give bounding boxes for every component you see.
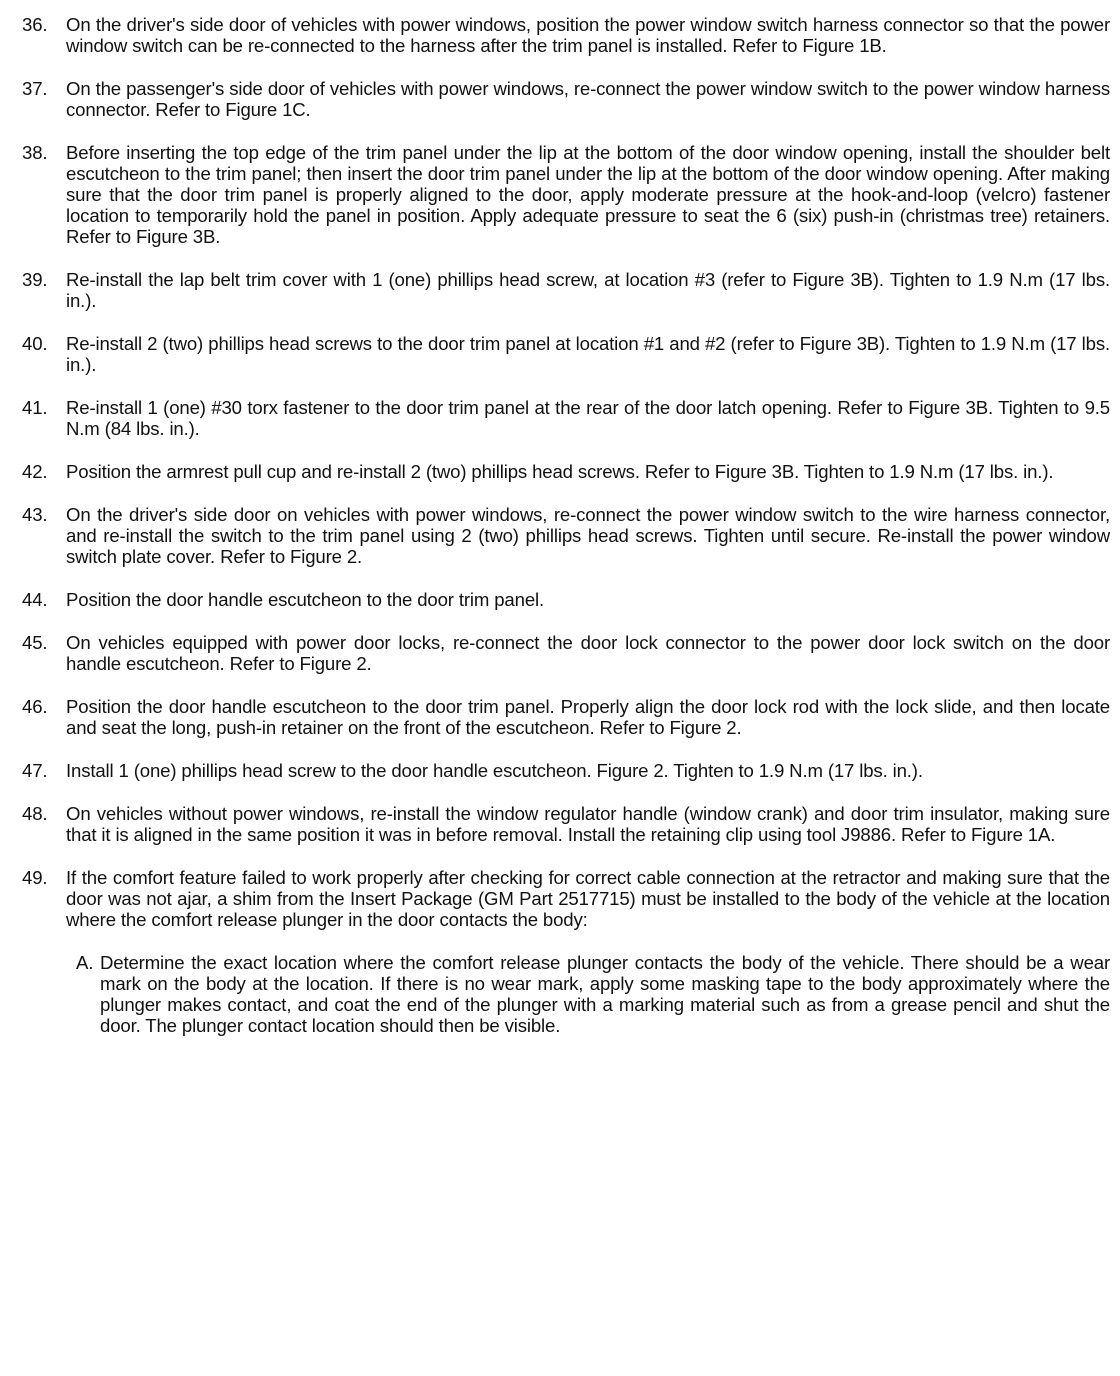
step-number: 44. xyxy=(22,589,48,610)
step-43 xyxy=(0,504,1110,567)
step-text: Position the armrest pull cup and re-install 2 (two) phillips head screws. Refer to Figure 3B. Tighten to 1.9 N.m (17 lbs. in.). xyxy=(66,461,1054,482)
step-text: On the driver's side door on vehicles with power windows, re-connect the power window switch to the wire harness connector, and re-install the switch to the trim panel using 2 (two) phillips head screws. Tighten until secure. Re-install the power window switch plate cover. Refer to Figure 2. xyxy=(66,504,1110,567)
step-number: 49. xyxy=(22,867,48,888)
step-text: On vehicles without power windows, re-install the window regulator handle (window crank) and door trim insulator, making sure that it is aligned in the same position it was in before removal. Install the retaining clip using tool J9886. Refer to Figure 1A. xyxy=(66,803,1110,845)
step-number: 36. xyxy=(22,14,48,35)
step-text: On the driver's side door of vehicles with power windows, position the power window switch harness connector so that the power window switch can be re-connected to the harness after the trim panel is installed. Refer to Figure 1B. xyxy=(66,14,1110,56)
step-45 xyxy=(0,632,1110,674)
step-text: On the passenger's side door of vehicles with power windows, re-connect the power window switch to the power window harness connector. Refer to Figure 1C. xyxy=(66,78,1110,120)
step-number: 47. xyxy=(22,760,48,781)
step-text: Re-install 1 (one) #30 torx fastener to the door trim panel at the rear of the door latch opening. Refer to Figure 3B. Tighten to 9.5 N.m (84 lbs. in.). xyxy=(66,397,1110,439)
step-38 xyxy=(0,142,1110,247)
step-49 xyxy=(0,867,1110,930)
step-number: 41. xyxy=(22,397,48,418)
step-number: 43. xyxy=(22,504,48,525)
substep-letter: A. xyxy=(76,952,94,973)
step-text: Before inserting the top edge of the trim panel under the lip at the bottom of the door window opening, install the shoulder belt escutcheon to the trim panel; then insert the door trim panel under the lip at the bottom of the door window opening. After making sure that the door trim panel is properly aligned to the door, apply moderate pressure at the hook-and-loop (velcro) fastener location to temporarily hold the panel in position. Apply adequate pressure to seat the 6 (six) push-in (christmas tree) retainers. Refer to Figure 3B. xyxy=(66,142,1110,247)
step-number: 38. xyxy=(22,142,48,163)
step-text: Re-install the lap belt trim cover with 1 (one) phillips head screw, at location #3 (refer to Figure 3B). Tighten to 1.9 N.m (17 lbs. in.). xyxy=(66,269,1110,311)
step-48 xyxy=(0,803,1110,845)
step-41 xyxy=(0,397,1110,439)
step-47 xyxy=(0,760,1110,781)
step-number: 37. xyxy=(22,78,48,99)
step-44 xyxy=(0,589,1110,610)
step-text: Re-install 2 (two) phillips head screws to the door trim panel at location #1 and #2 (refer to Figure 3B). Tighten to 1.9 N.m (17 lbs. in.). xyxy=(66,333,1110,375)
step-text: Position the door handle escutcheon to the door trim panel. Properly align the door lock rod with the lock slide, and then locate and seat the long, push-in retainer on the front of the escutcheon. Refer to Figure 2. xyxy=(66,696,1110,738)
step-40 xyxy=(0,333,1110,375)
step-text: If the comfort feature failed to work properly after checking for correct cable connection at the retractor and making sure that the door was not ajar, a shim from the Insert Package (GM Part 2517715) must be installed to the body of the vehicle at the location where the comfort release plunger in the door contacts the body: xyxy=(66,867,1110,930)
step-37 xyxy=(0,78,1110,120)
step-36 xyxy=(0,14,1110,56)
substep-a xyxy=(0,952,1110,1036)
step-text: Position the door handle escutcheon to the door trim panel. xyxy=(66,589,545,610)
step-number: 39. xyxy=(22,269,48,290)
step-number: 48. xyxy=(22,803,48,824)
step-number: 40. xyxy=(22,333,48,354)
substep-text: Determine the exact location where the comfort release plunger contacts the body of the vehicle. There should be a wear mark on the body at the location. If there is no wear mark, apply some masking tape to the body approximately where the plunger makes contact, and coat the end of the plunger with a marking material such as from a grease pencil and shut the door. The plunger contact location should then be visible. xyxy=(100,952,1110,1036)
step-text: On vehicles equipped with power door locks, re-connect the door lock connector to the power door lock switch on the door handle escutcheon. Refer to Figure 2. xyxy=(66,632,1110,674)
step-46 xyxy=(0,696,1110,738)
step-42 xyxy=(0,461,1110,482)
step-number: 42. xyxy=(22,461,48,482)
step-39 xyxy=(0,269,1110,311)
step-number: 45. xyxy=(22,632,48,653)
step-text: Install 1 (one) phillips head screw to the door handle escutcheon. Figure 2. Tighten to 1.9 N.m (17 lbs. in.). xyxy=(66,760,923,781)
step-number: 46. xyxy=(22,696,48,717)
